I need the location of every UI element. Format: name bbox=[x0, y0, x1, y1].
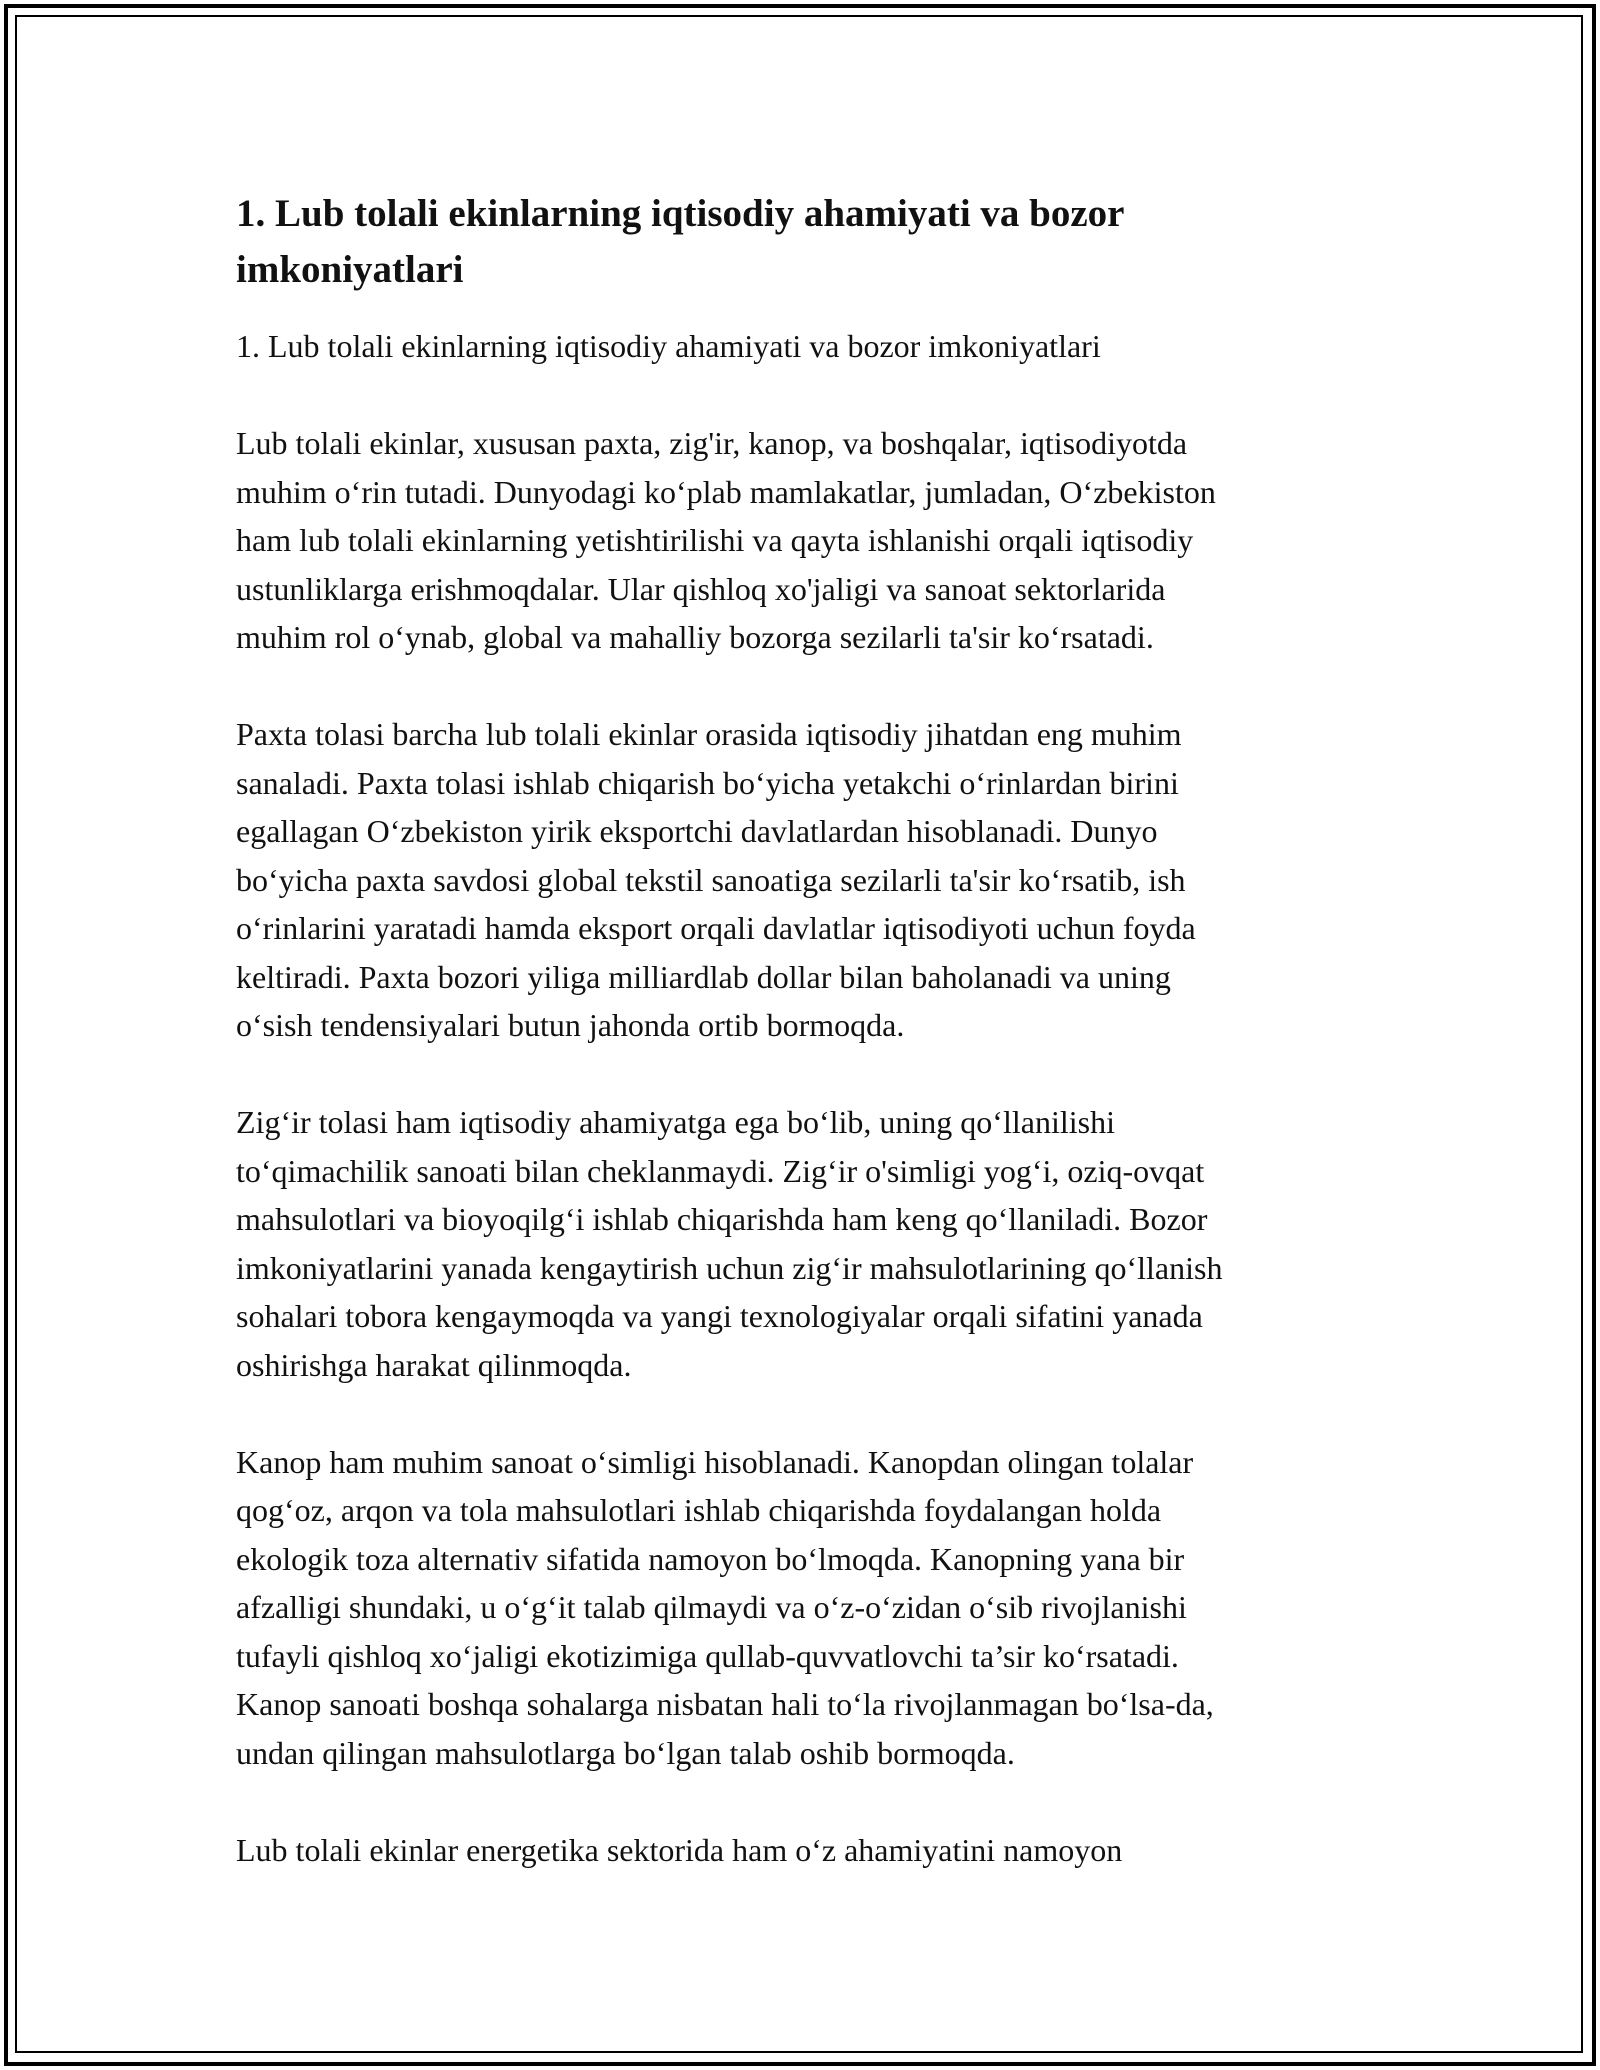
title-line: imkoniyatlari bbox=[236, 248, 464, 291]
paragraph-flax bbox=[236, 1098, 1376, 1389]
document-body bbox=[236, 186, 1376, 1874]
text-line: Paxta tolasi barcha lub tolali ekinlar orasida iqtisodiy jihatdan eng muhim bbox=[236, 716, 1182, 752]
text-line: ekologik toza alternativ sifatida namoyon bo‘lmoqda. Kanopning yana bir bbox=[236, 1540, 1185, 1577]
paragraph-overview bbox=[236, 419, 1376, 662]
text-line: keltiradi. Paxta bozori yiliga milliardlab dollar bilan baholanadi va uning bbox=[236, 958, 1171, 995]
text-line: qog‘oz, arqon va tola mahsulotlari ishlab chiqarishda foydalangan holda bbox=[236, 1492, 1162, 1528]
text-line: Lub tolali ekinlar energetika sektorida ham o‘z ahamiyatini namoyon bbox=[236, 1831, 1123, 1868]
text-line: o‘rinlarini yaratadi hamda eksport orqali davlatlar iqtisodiyoti uchun foyda bbox=[236, 910, 1196, 946]
text-line: muhim rol o‘ynab, global va mahalliy bozorga sezilarli ta'sir ko‘rsatadi. bbox=[236, 619, 1154, 655]
title-line: 1. Lub tolali ekinlarning iqtisodiy ahamiyati va bozor bbox=[236, 192, 1125, 235]
text-line: ham lub tolali ekinlarning yetishtirilishi va qayta ishlanishi orqali iqtisodiy bbox=[236, 522, 1194, 558]
text-line: afzalligi shundaki, u o‘g‘it talab qilmaydi va o‘z-o‘zidan o‘sib rivojlanishi bbox=[236, 1589, 1187, 1625]
text-line: ustunliklarga erishmoqdalar. Ular qishloq xo'jaligi va sanoat sektorlarida bbox=[236, 570, 1166, 607]
text-line: Kanop ham muhim sanoat o‘simligi hisoblanadi. Kanopdan olingan tolalar bbox=[236, 1443, 1194, 1480]
paragraph-energy bbox=[236, 1826, 1376, 1875]
text-line: egallagan O‘zbekiston yirik eksportchi davlatlardan hisoblanadi. Dunyo bbox=[236, 813, 1158, 849]
text-line: Kanop sanoati boshqa sohalarga nisbatan hali to‘la rivojlanmagan bo‘lsa-da, bbox=[236, 1686, 1214, 1722]
document-subtitle: 1. Lub tolali ekinlarning iqtisodiy ahamiyati va bozor imkoniyatlari bbox=[236, 328, 1101, 364]
text-line: oshirishga harakat qilinmoqda. bbox=[236, 1346, 632, 1383]
text-line: imkoniyatlarini yanada kengaytirish uchun zig‘ir mahsulotlarining qo‘llanish bbox=[236, 1249, 1223, 1286]
document-title bbox=[236, 186, 1376, 298]
text-line: sanaladi. Paxta tolasi ishlab chiqarish bo‘yicha yetakchi o‘rinlardan birini bbox=[236, 764, 1179, 801]
text-line: Lub tolali ekinlar, xususan paxta, zig'ir, kanop, va boshqalar, iqtisodiyotda bbox=[236, 425, 1188, 461]
text-line: to‘qimachilik sanoati bilan cheklanmaydi. Zig‘ir o'simligi yog‘i, oziq-ovqat bbox=[236, 1152, 1205, 1189]
text-line: bo‘yicha paxta savdosi global tekstil sanoatiga sezilarli ta'sir ko‘rsatib, ish bbox=[236, 861, 1186, 898]
paragraph-kenaf bbox=[236, 1438, 1376, 1778]
text-line: sohalari tobora kengaymoqda va yangi texnologiyalar orqali sifatini yanada bbox=[236, 1298, 1203, 1334]
text-line: muhim o‘rin tutadi. Dunyodagi ko‘plab mamlakatlar, jumladan, O‘zbekiston bbox=[236, 473, 1216, 510]
text-line: undan qilingan mahsulotlarga bo‘lgan talab oshib bormoqda. bbox=[236, 1734, 1015, 1771]
paragraph-cotton bbox=[236, 710, 1376, 1050]
text-line: o‘sish tendensiyalari butun jahonda ortib bormoqda. bbox=[236, 1007, 905, 1043]
text-line: Zig‘ir tolasi ham iqtisodiy ahamiyatga ega bo‘lib, uning qo‘llanilishi bbox=[236, 1104, 1115, 1140]
text-line: tufayli qishloq xo‘jaligi ekotizimiga qullab-quvvatlovchi ta’sir ko‘rsatadi. bbox=[236, 1637, 1179, 1674]
text-line: mahsulotlari va bioyoqilg‘i ishlab chiqarishda ham keng qo‘llaniladi. Bozor bbox=[236, 1201, 1208, 1237]
